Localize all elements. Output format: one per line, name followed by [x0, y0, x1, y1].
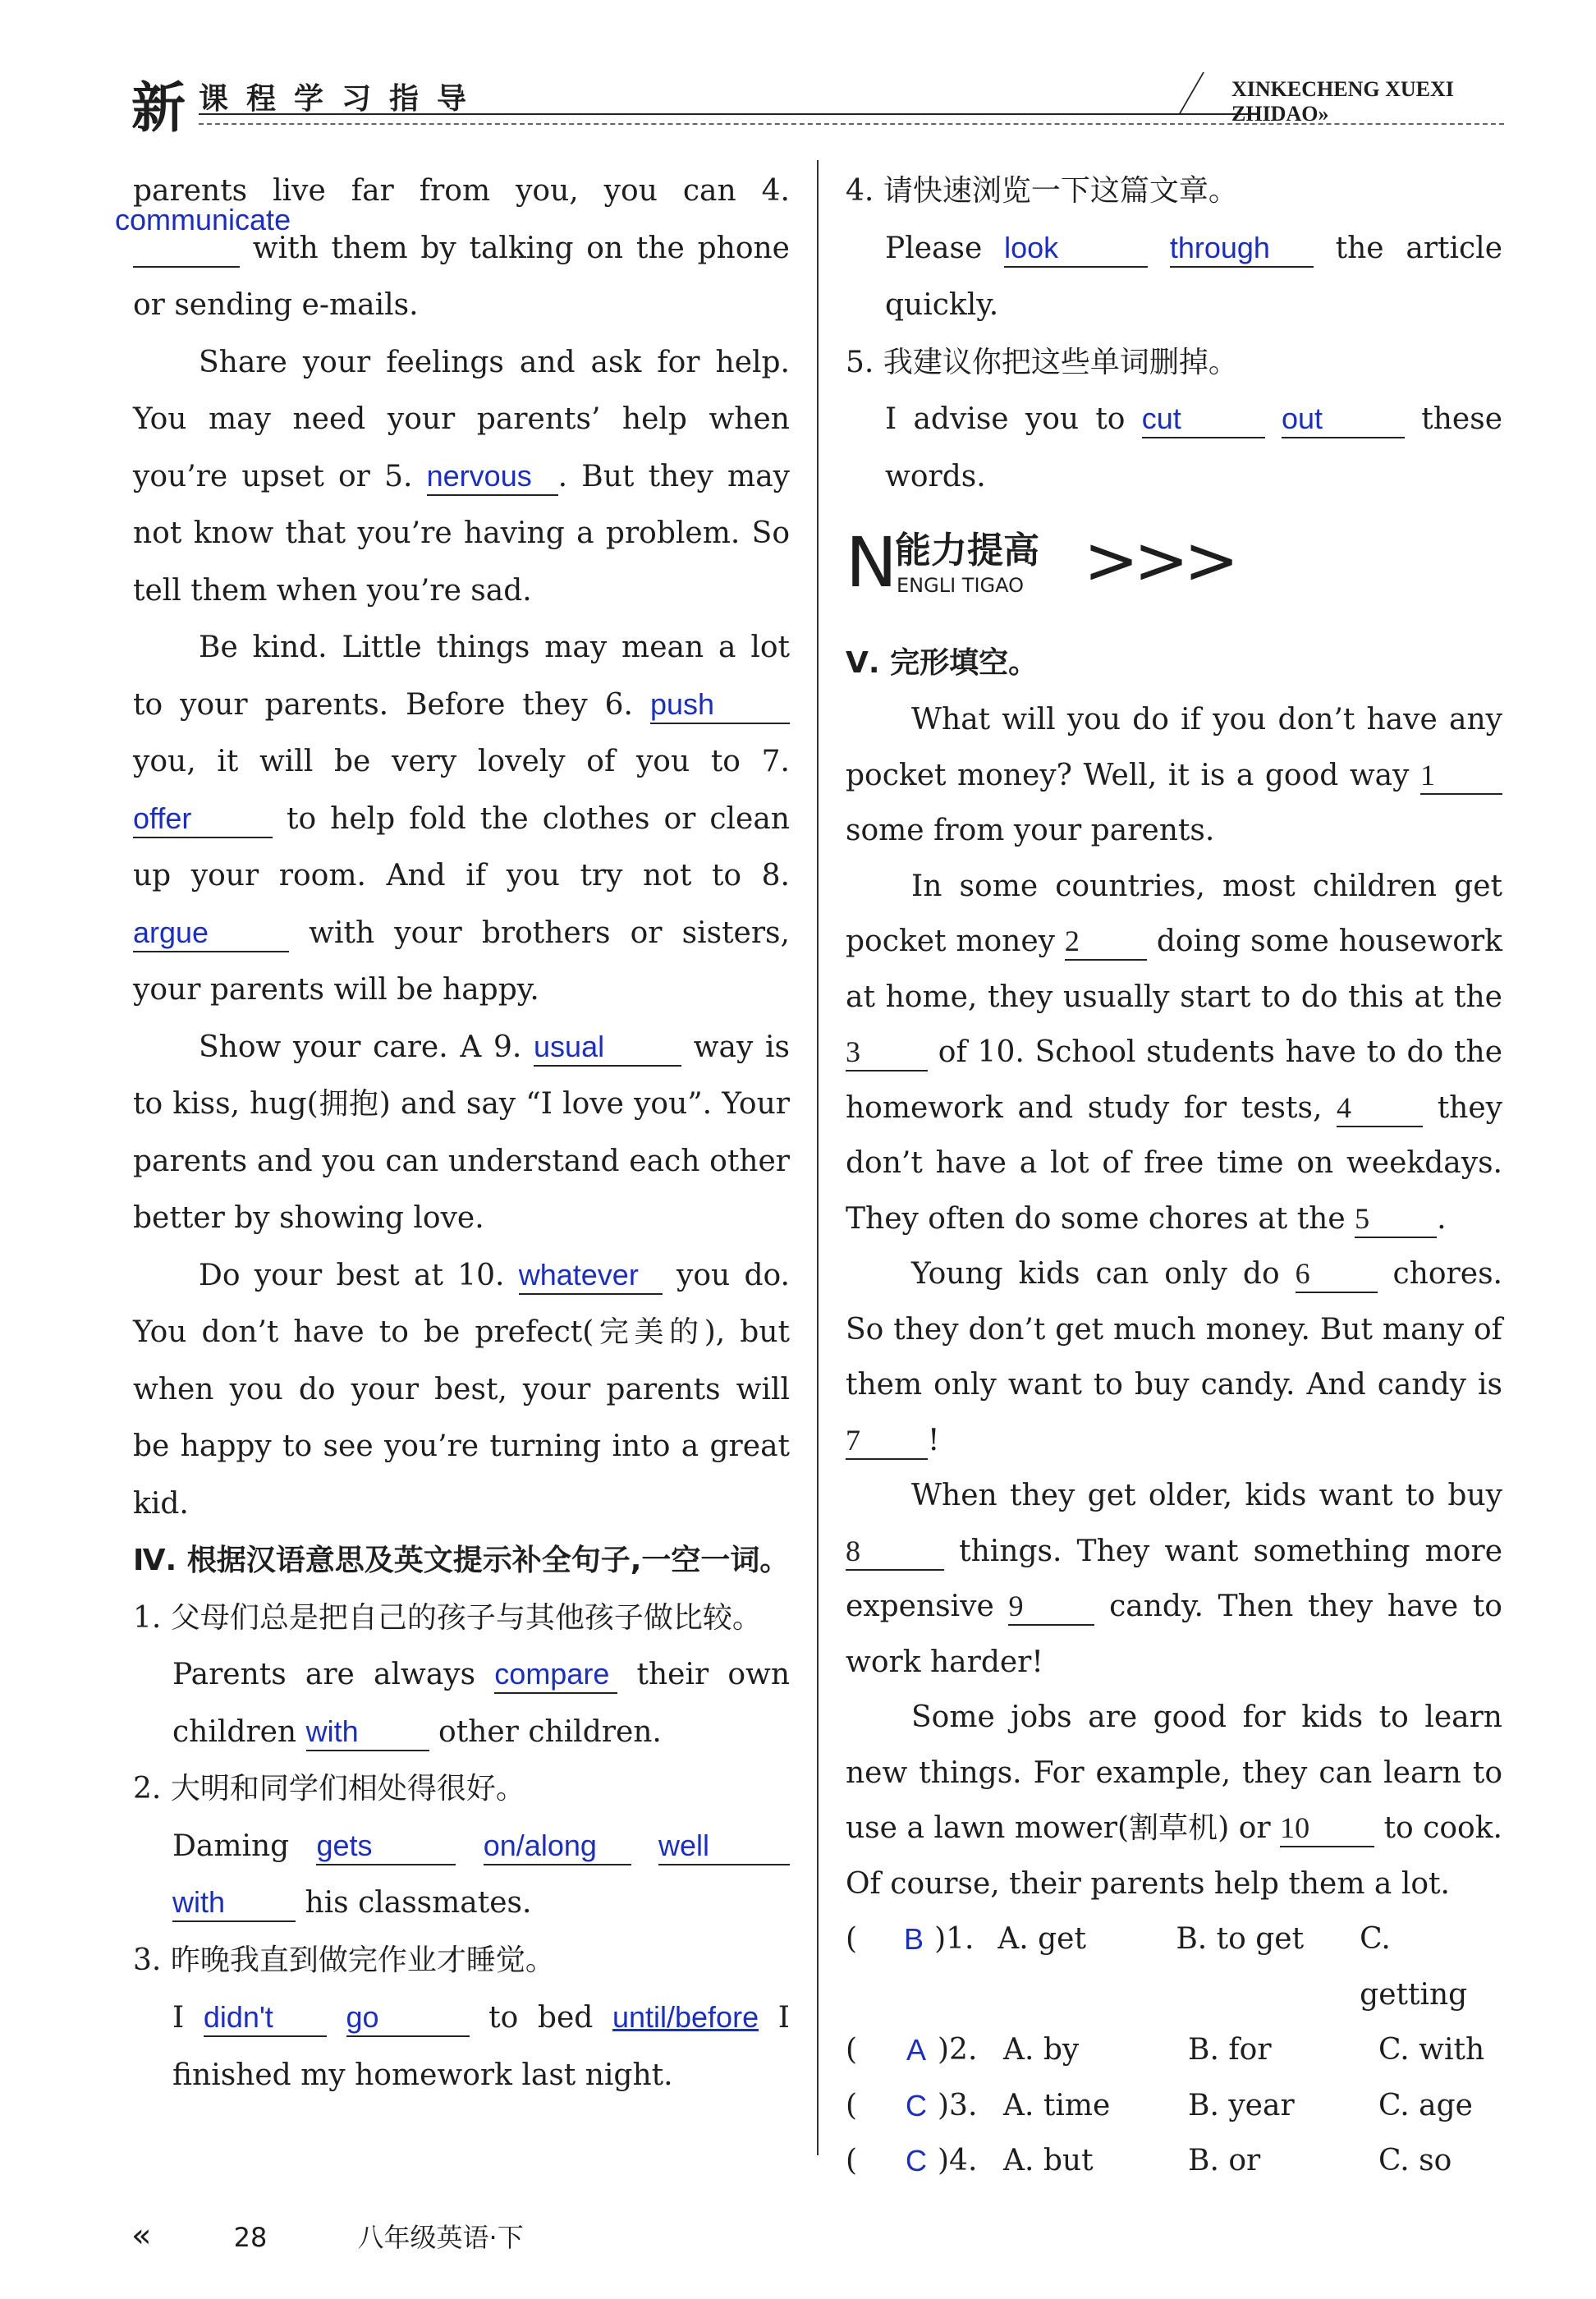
blank-8[interactable]: argue	[133, 915, 289, 952]
cloze-blank[interactable]: 10	[1280, 1810, 1374, 1847]
cloze-blank[interactable]: 1	[1420, 757, 1502, 795]
page-number: 28	[233, 2222, 268, 2253]
option-row: ( C )4. A. but B. or C. so	[846, 2133, 1502, 2189]
option-a[interactable]: A. time	[1003, 2088, 1111, 2122]
answer-blank[interactable]: with	[172, 1884, 296, 1922]
passage-paragraph: Be kind. Little things may mean a lot to your parents. Before they 6. push you, it will be very lovely of you to 7. offer to help fold the clothes or clean up your room. And if you try not to 8. argue with your brothers or sisters, your parents will be happy.	[133, 631, 790, 1007]
cloze-passage	[846, 692, 1502, 2189]
cloze-blank[interactable]: 7	[846, 1422, 928, 1460]
option-row: ( A )2. A. by B. for C. with	[846, 2022, 1502, 2078]
exercise-item-4: 4. 请快速浏览一下这篇文章。	[846, 174, 1238, 208]
cloze-blank[interactable]: 3	[846, 1034, 928, 1071]
option-c[interactable]: C. getting	[1360, 1922, 1468, 2012]
option-a[interactable]: A. get	[998, 1922, 1086, 1956]
passage-paragraph: Show your care. A 9. usual way is to kiss, hug(拥抱) and say “I love you”. Your parents and you can understand each other better by showing love.	[133, 1029, 790, 1235]
chevron-left-icon: «	[131, 2217, 152, 2255]
blank-5[interactable]: nervous	[427, 458, 558, 496]
banner-title: 能力提高	[895, 530, 1039, 571]
answer-blank[interactable]: with	[306, 1714, 429, 1751]
section-banner	[846, 520, 1502, 626]
page-footer	[131, 2217, 524, 2255]
cloze-paragraph: What will you do if you don’t have any pocket money? Well, it is a good way 1 some from your parents.	[846, 703, 1502, 847]
option-a[interactable]: A. but	[1003, 2144, 1094, 2177]
exercise-answer-2: Daming gets on/along well with his classmates.	[133, 1818, 790, 1932]
answer-blank[interactable]: go	[346, 1999, 470, 2037]
cloze-blank[interactable]: 2	[1065, 923, 1147, 961]
cloze-blank[interactable]: 4	[1337, 1090, 1423, 1127]
option-a[interactable]: A. by	[1003, 2033, 1080, 2067]
cloze-paragraph: In some countries, most children get pocket money 2 doing some housework at home, they usually start to do this at the 3 of 10. School students have to do the homework and study for tests, 4 they don’t have a lot of free time on weekdays. They often do some chores at the 5 .	[846, 859, 1502, 1247]
cloze-blank[interactable]: 9	[1008, 1588, 1094, 1626]
answer-blank[interactable]: well	[658, 1828, 790, 1865]
option-b[interactable]: B. or	[1188, 2144, 1261, 2177]
section-4-title: Ⅳ. 根据汉语意思及英文提示补全句子,一空一词。	[133, 1544, 790, 1577]
blank-4[interactable]	[115, 202, 291, 268]
answer-blank[interactable]: gets	[316, 1828, 456, 1865]
column-divider	[817, 160, 819, 2155]
blank-6[interactable]: push	[650, 686, 790, 724]
exercise-item-3: 3. 昨晚我直到做完作业才睡觉。	[133, 1943, 555, 1977]
exercise-item-5: 5. 我建议你把这些单词删掉。	[846, 345, 1238, 379]
cloze-paragraph: When they get older, kids want to buy 8 things. They want something more expensive 9 candy. Then they have to work harder!	[846, 1479, 1502, 1679]
exercise-answer-5: I advise you to cut out these words.	[885, 402, 1503, 493]
answer-blank[interactable]: on/along	[484, 1828, 631, 1865]
option-b[interactable]: B. year	[1188, 2088, 1295, 2122]
option-c[interactable]: C. with	[1378, 2033, 1485, 2067]
passage-paragraph: Share your feelings and ask for help. You may need your parents’ help when you’re upset or 5. nervous . But they may not know that you’re having a problem. So tell them when you’re sad.	[133, 345, 790, 608]
blank-7[interactable]: offer	[133, 801, 273, 838]
answer-blank[interactable]: look	[1004, 230, 1148, 268]
book-title: 八年级英语·下	[357, 2222, 524, 2253]
cloze-blank[interactable]: 6	[1296, 1255, 1378, 1293]
right-column	[846, 163, 1502, 2189]
answer-blank[interactable]: didn't	[204, 1999, 327, 2037]
section-5-title: Ⅴ. 完形填空。	[846, 646, 1039, 680]
answer-inline[interactable]: until/before	[612, 2000, 759, 2034]
option-row: ( B )1. A. get B. to get C. getting	[846, 1911, 1502, 2022]
banner-letter: N	[846, 522, 897, 603]
cloze-paragraph: Some jobs are good for kids to learn new things. For example, they can learn to use a lawn mower(割草机) or 10 to cook. Of course, their parents help them a lot.	[846, 1700, 1502, 1901]
header-logo: 新	[131, 76, 186, 140]
passage-paragraph: Do your best at 10. whatever you do. You don’t have to be prefect(完美的), but when you do your best, your parents will be happy to see you’re turning into a great kid.	[133, 1257, 790, 1521]
cloze-blank[interactable]: 5	[1355, 1200, 1437, 1238]
exercise-item-2: 2. 大明和同学们相处得很好。	[133, 1772, 525, 1806]
chevron-right-icon: »	[1318, 102, 1329, 126]
header-pinyin: XINKECHENG XUEXI ZHIDAO»	[1231, 77, 1454, 126]
page-header	[131, 64, 1502, 138]
answer-4: communicate	[115, 202, 291, 236]
option-c[interactable]: C. age	[1378, 2088, 1473, 2122]
option-answer[interactable]: C	[906, 2088, 927, 2122]
option-c[interactable]: C. so	[1378, 2144, 1452, 2177]
exercise-answer-3: I didn't go to bed until/before I finished my homework last night.	[172, 2000, 790, 2092]
answer-blank[interactable]: cut	[1142, 401, 1265, 438]
answer-blank[interactable]: out	[1282, 401, 1405, 438]
answer-blank[interactable]: compare	[494, 1656, 617, 1694]
header-rule	[199, 113, 1258, 115]
option-b[interactable]: B. to get	[1176, 1922, 1305, 1956]
chevron-right-icon: >>>	[1084, 522, 1235, 599]
blank-10[interactable]: whatever	[519, 1257, 663, 1295]
option-answer[interactable]: B	[903, 1922, 924, 1956]
passage-paragraph: parents live far from you, you can 4. communicate with them by talking on the phone or sending e-mails.	[115, 174, 790, 322]
option-b[interactable]: B. for	[1188, 2033, 1272, 2067]
option-answer[interactable]: C	[906, 2144, 927, 2177]
blank-9[interactable]: usual	[534, 1029, 681, 1067]
option-row: ( C )3. A. time B. year C. age	[846, 2078, 1502, 2134]
exercise-answer-1: Parents are always compare their own children with other children.	[133, 1646, 790, 1760]
cloze-paragraph: Young kids can only do 6 chores. So they don’t get much money. But many of them only want to buy candy. And candy is 7 !	[846, 1246, 1502, 1468]
exercise-item-1: 1. 父母们总是把自己的孩子与其他孩子做比较。	[133, 1600, 762, 1635]
left-column	[115, 163, 791, 2104]
header-title: 课程学习指导	[199, 82, 485, 116]
option-answer[interactable]: A	[906, 2033, 926, 2067]
banner-subtitle: ENGLI TIGAO	[897, 574, 1025, 597]
answer-blank[interactable]: through	[1170, 230, 1314, 268]
exercise-answer-4: Please look through the article quickly.	[885, 230, 1502, 322]
cloze-blank[interactable]: 8	[846, 1533, 944, 1571]
